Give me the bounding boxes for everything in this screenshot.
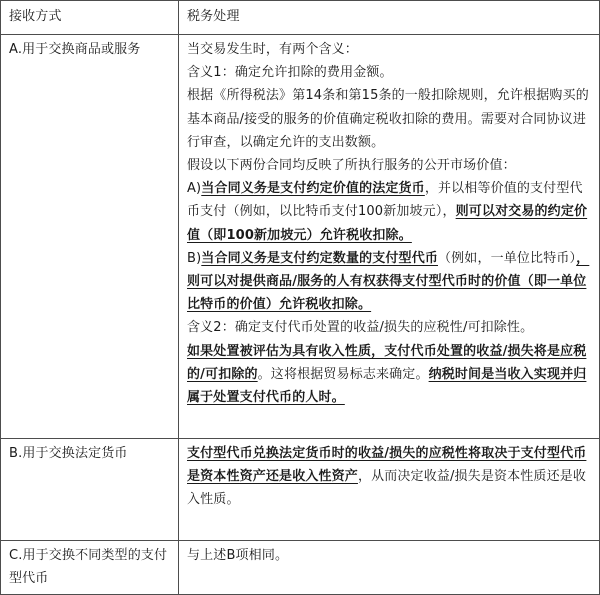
row-b-method: B.用于交换法定货币 [1, 439, 179, 541]
row-b-text [187, 442, 591, 512]
case-b-bold-2: ，则可以对提供商品/服务的人有权获得支付型代币时的价值（即一单位比特币的价值）允许税收扣除。 [187, 250, 590, 313]
disposal-bold-1: 如果处置被评估为具有收入性质，支付代币处置的收益/损失将是应税的/可扣除的 [187, 343, 587, 382]
row-b-bold: 支付型代币兑换法定货币时的收益/损失的应税性将取决于支付型代币是资本性资产还是收入性资产 [187, 446, 587, 485]
row-a-meaning-1: 含义1：确定允许扣除的费用金额。 [187, 65, 393, 81]
row-b-treatment [179, 439, 600, 541]
header-tax-treatment: 税务处理 [179, 1, 600, 35]
row-b-normal: ，从而决定收益/损失是资本性质还是收入性质。 [187, 469, 587, 508]
case-b-normal: （例如，一单位比特币） [438, 250, 577, 266]
case-b-bold-1: 当合同义务是支付约定数量的支付型代币 [201, 250, 438, 266]
table-header-row [1, 1, 600, 35]
row-c-method: C.用于交换不同类型的支付型代币 [1, 541, 179, 595]
row-a-method: A.用于交换商品或服务 [1, 35, 179, 439]
table-row-c [1, 541, 600, 595]
row-a-intro: 当交易发生时，有两个含义： [187, 42, 358, 57]
row-a-treatment [179, 35, 600, 439]
row-a-assumption: 假设以下两份合同均反映了所执行服务的公开市场价值： [187, 158, 516, 174]
row-a-deduction-rule: 根据《所得税法》第14条和第15条的一般扣除规则，允许根据购买的基本商品/接受的服务的价值确定税收扣除的费用。需要对合同协议进行审查，以确定允许的支出数额。 [187, 88, 589, 150]
row-c-treatment: 与上述B项相同。 [179, 541, 600, 595]
table-row-b [1, 439, 600, 541]
row-a-meaning-2: 含义2：确定支付代币处置的收益/损失的应税性/可扣除性。 [187, 320, 534, 336]
row-a-case-b [187, 247, 591, 317]
case-a-prefix: A) [187, 181, 202, 197]
case-b-prefix: B) [187, 250, 202, 266]
disposal-normal: 。这将根据贸易标志来确定。 [257, 366, 429, 382]
case-a-normal: ，并以相等价值的支付型代币支付（例如，以比特币支付100新加坡元）， [187, 181, 583, 220]
case-a-bold-2: 则可以对交易的约定价值（即100新加坡元）允许税收扣除。 [187, 204, 588, 243]
case-a-bold-1: 当合同义务是支付约定价值的法定货币 [201, 181, 425, 197]
row-a-case-a [187, 177, 591, 247]
disposal-bold-2: 纳税时间是当收入实现并归属于处置支付代币的人时。 [187, 366, 587, 406]
row-a-disposal [187, 340, 591, 410]
header-receipt-method: 接收方式 [1, 1, 179, 35]
table-row-a [1, 35, 600, 439]
